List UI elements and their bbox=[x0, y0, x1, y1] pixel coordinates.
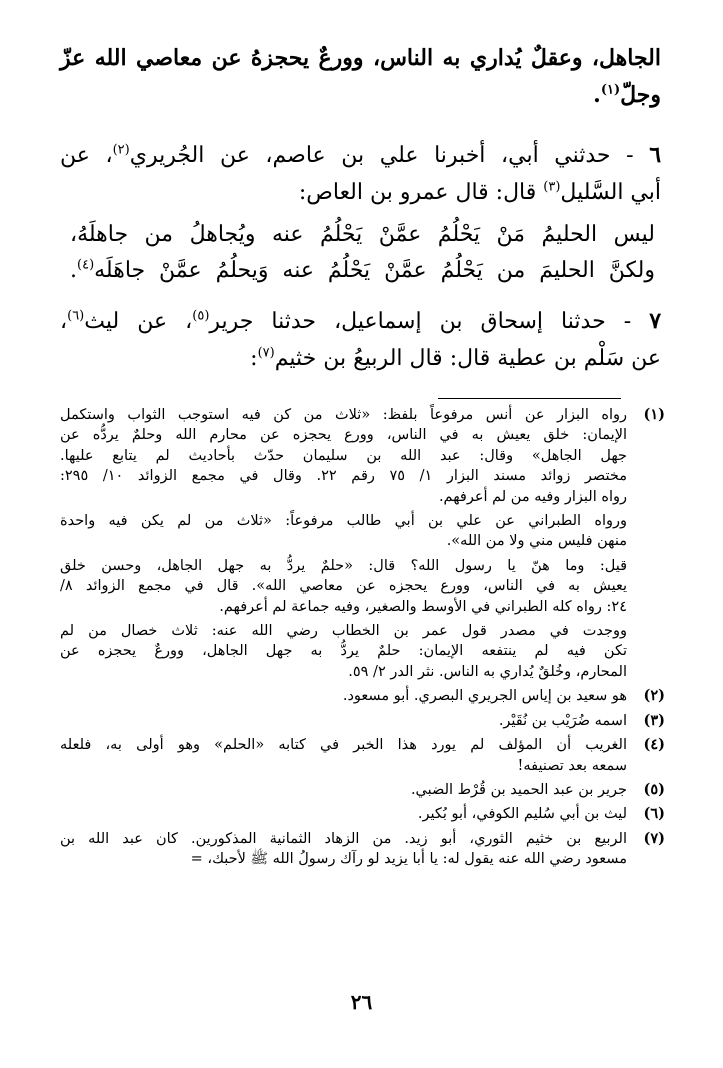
footnote bbox=[60, 780, 665, 800]
text-line: ٦ - حدثني أبي، أخبرنا علي بن عاصم، عن الجُريري$^{(٢)}$، عن bbox=[60, 142, 662, 168]
footnote-line: منهن فليس مني ولا من الله». bbox=[446, 533, 627, 550]
text-line: ليس الحليمُ مَنْ يَحْلُمُ عمَّنْ يَحْلُمُ عنه ويُجاهلُ من جاهلَهُ، bbox=[70, 222, 655, 247]
footnote bbox=[60, 511, 665, 552]
paragraph-intro bbox=[60, 40, 661, 114]
footnote-line: هو سعيد بن إياس الجريري البصري. أبو مسعود. bbox=[342, 688, 627, 705]
footnote bbox=[60, 621, 665, 682]
footnote-line: يعيش به في الناس، وورع يحجزه عن معاصي الله». قال في مجمع الزوائد ٨/ bbox=[60, 578, 627, 595]
footnotes bbox=[60, 405, 665, 874]
footnote-ref: (١) bbox=[600, 82, 621, 98]
footnote-line: جهل الجاهل» وقال: عبد الله بن سليمان حدّث بأحاديث لم يتابع عليها. bbox=[60, 447, 627, 464]
footnote-line: سمعه بعد تصنيفه! bbox=[517, 757, 627, 774]
footnote bbox=[60, 711, 665, 731]
paragraph-narration-6 bbox=[60, 137, 661, 211]
footnote-line: ورواه الطبراني عن علي بن أبي طالب مرفوعاً: «ثلاث من لم يكن فيه واحدة bbox=[60, 513, 627, 530]
footnote-number: (٧) bbox=[643, 829, 665, 847]
footnote-number: (١) bbox=[643, 406, 665, 423]
text-line: أبي السَّليل$^{(٣)}$ قال: قال عمرو بن العاص: bbox=[298, 179, 661, 205]
footnote-ref: (٤) bbox=[77, 257, 95, 273]
footnote-line: الإيمان: خلق يعيش به في الناس، وورع يحجزه عن محارم الله وحلمٌ يردُّه عن bbox=[60, 427, 627, 444]
narration-number: ٦ bbox=[649, 142, 662, 168]
footnote-number: (٦) bbox=[643, 805, 665, 823]
footnote bbox=[60, 686, 665, 706]
footnote bbox=[60, 556, 665, 617]
footnote-ref: (٣) bbox=[543, 179, 561, 195]
footnote-number: (٥) bbox=[643, 780, 665, 798]
footnote-line: اسمه ضُرَيْب بن نُقَيْر. bbox=[498, 712, 627, 729]
footnote-line: الربيع بن خثيم الثوري، أبو زيد. من الزهاد الثمانية المذكورين. كان عبد الله بن bbox=[60, 830, 627, 847]
footnote-line: ٢٤: رواه كله الطبراني في الأوسط والصغير، وفيه جماعة لم أعرفهم. bbox=[219, 598, 627, 615]
footnote-number: (٢) bbox=[643, 687, 665, 705]
footnote-ref: (٦) bbox=[67, 308, 85, 324]
footnote-line: مختصر زوائد مسند البزار ١/ ٧٥ رقم ٢٢. وقال في مجمع الزوائد ١٠/ ٢٩٥: bbox=[60, 468, 627, 485]
footnote-number: (٣) bbox=[643, 711, 665, 729]
text-line: ٧ - حدثنا إسحاق بن إسماعيل، حدثنا جرير$^{(٥)}$، عن ليث$^{(٦)}$، bbox=[60, 308, 662, 334]
footnote bbox=[60, 405, 665, 507]
narration-number: ٧ bbox=[649, 308, 662, 334]
footnote-line: الغريب أن المؤلف لم يورد هذا الخبر في كتابه «الحلم» وهو أولى به، فلعله bbox=[60, 737, 627, 754]
footnote bbox=[60, 829, 665, 870]
footnote-ref: (٧) bbox=[257, 345, 275, 361]
footnote-ref: (٢) bbox=[112, 142, 130, 158]
footnote-line: تكن فيه لم ينتفعه الإيمان: حلمٌ يردُّ به جهل الجاهل، وورعٌ يحجزه عن bbox=[60, 643, 627, 660]
footnote-line: ووجدت في مصدر قول عمر بن الخطاب رضي الله عنه: ثلاث خصال من لم bbox=[60, 623, 627, 640]
footnote-line: جرير بن عبد الحميد بن قُرْط الضبي. bbox=[410, 781, 627, 798]
footnote-line: مسعود رضي الله عنه يقول له: يا أبا يزيد لو رآك رسولُ الله ﷺ لأحبك، = bbox=[190, 851, 627, 868]
footnote-separator bbox=[438, 398, 621, 399]
footnote-number: (٤) bbox=[643, 736, 665, 754]
text-line: الجاهل، وعقلٌ يُداري به الناس، وورعٌ يحجزهُ عن معاصي الله عزّ bbox=[60, 45, 661, 71]
text-line: وجلّ$^{(١)}$. bbox=[593, 82, 661, 108]
quoted-saying bbox=[70, 217, 655, 289]
footnote bbox=[60, 804, 665, 824]
footnote-line: رواه البزار وفيه من لم أعرفهم. bbox=[438, 488, 627, 505]
footnote-line: ليث بن أبي سُليم الكوفي، أبو بُكير. bbox=[417, 806, 627, 823]
paragraph-narration-7 bbox=[60, 303, 661, 377]
footnote-line: المحارم، وخُلقٌ يُداري به الناس. نثر الدر ٢/ ٥٩. bbox=[348, 663, 627, 680]
footnote bbox=[60, 735, 665, 776]
page-number: ٢٦ bbox=[350, 990, 373, 1014]
footnote-ref: (٥) bbox=[192, 308, 210, 324]
footnote-line: قيل: وما هنّ يا رسول الله؟ قال: «حلمٌ يردُّ به جهل الجاهل، وحسن خلق bbox=[60, 557, 627, 574]
text-line: ولكنَّ الحليمَ من يَحْلُمُ عمَّنْ يَحْلُمُ عنه وَيحلُمُ عمَّنْ جاهَلَه$^{(٤)}$. bbox=[70, 257, 655, 283]
text-line: عن سَلْم بن عطية قال: قال الربيعُ بن خثيم$^{(٧)}$: bbox=[250, 345, 661, 371]
footnote-line: رواه البزار عن أنس مرفوعاً بلفظ: «ثلاث من كن فيه استوجب الثواب واستكمل bbox=[60, 407, 627, 423]
